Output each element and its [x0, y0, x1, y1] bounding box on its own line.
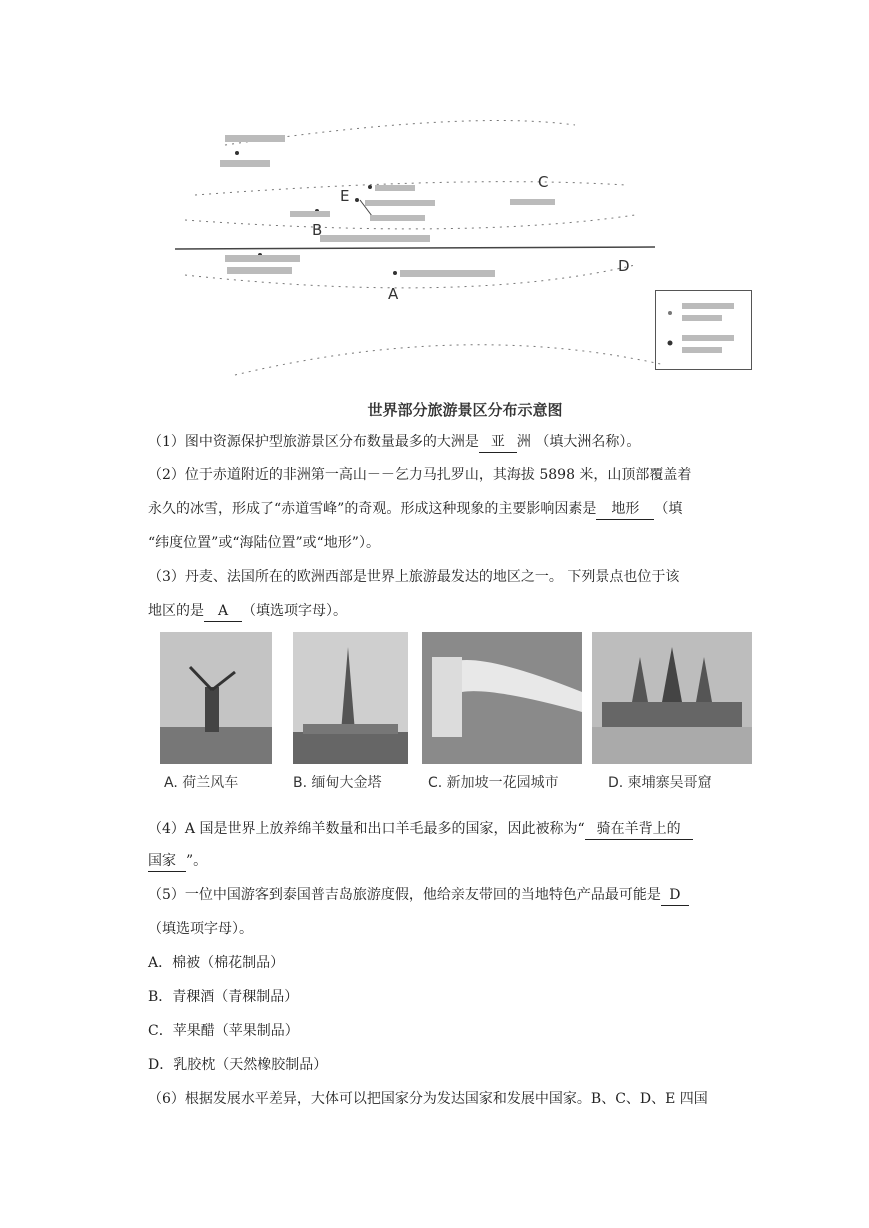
merlion-icon — [422, 632, 582, 764]
q5-option-b: B．青稞酒（青稞制品） — [148, 989, 299, 1005]
map-letter-b: B — [312, 221, 323, 239]
q4-answer-part-2: 国家 — [148, 851, 186, 872]
question-5-line-2: （填选项字母）。 — [148, 921, 253, 937]
photo-caption-d: D. 柬埔寨吴哥窟 — [608, 775, 712, 791]
q1-text-post: 洲 （填大洲名称）。 — [516, 434, 641, 450]
q4-text-pre: （4）A 国是世界上放养绵羊数量和出口羊毛最多的国家，因此被称为“ — [148, 821, 585, 837]
photo-windmill — [160, 632, 272, 764]
q2-text-pre: 永久的冰雪，形成了“赤道雪峰”的奇观。形成这种现象的主要影响因素是 — [148, 501, 597, 517]
question-2-line-3: “纬度位置”或“海陆位置”或“地形”）。 — [148, 535, 380, 551]
map-title: 世界部分旅游景区分布示意图 — [367, 401, 563, 419]
q1-answer: 亚 — [479, 432, 517, 453]
photo-caption-b: B. 缅甸大金塔 — [293, 775, 382, 791]
q3-text-post: （填选项字母）。 — [242, 603, 347, 619]
q5-answer: D — [661, 885, 689, 906]
q3-answer: A — [204, 601, 242, 622]
photo-caption-a: A. 荷兰风车 — [164, 775, 239, 791]
q4-text-post: ”。 — [186, 853, 208, 869]
q5-option-d: D．乳胶枕（天然橡胶制品） — [148, 1057, 328, 1073]
question-5-line-1 — [148, 885, 748, 906]
q2-answer: 地形 — [596, 499, 654, 520]
map-letter-e: E — [340, 187, 350, 205]
q5-option-a: A．棉被（棉花制品） — [148, 955, 285, 971]
angkor-wat-icon — [592, 632, 752, 764]
q3-text-pre: 地区的是 — [148, 603, 204, 619]
q5-text-pre: （5）一位中国游客到泰国普吉岛旅游度假，他给亲友带回的当地特色产品最可能是 — [148, 887, 661, 903]
world-tourism-map — [165, 115, 765, 425]
question-4-line-1 — [148, 819, 748, 840]
map-letter-c: C — [538, 173, 549, 191]
pagoda-icon — [293, 632, 408, 764]
question-3-line-1: （3）丹麦、法国所在的欧洲西部是世界上旅游最发达的地区之一。 下列景点也位于该 — [148, 569, 680, 585]
question-1 — [148, 432, 748, 453]
question-4-line-2 — [148, 851, 748, 872]
photo-angkor-wat — [592, 632, 752, 764]
map-letter-d: D — [618, 257, 630, 275]
map-legend — [655, 290, 752, 370]
question-3-line-2 — [148, 601, 748, 622]
scenic-photos — [160, 632, 755, 802]
photo-caption-c: C. 新加坡一花园城市 — [428, 775, 559, 791]
windmill-icon — [160, 632, 272, 764]
legend-graphic — [656, 291, 751, 369]
photo-merlion — [422, 632, 582, 764]
q1-text-pre: （1）图中资源保护型旅游景区分布数量最多的大洲是 — [148, 434, 479, 450]
question-6-line-1: （6）根据发展水平差异，大体可以把国家分为发达国家和发展中国家。B、C、D、E 四国 — [148, 1091, 708, 1107]
q2-text-post: （填 — [654, 501, 683, 517]
photo-pagoda — [293, 632, 408, 764]
q5-option-c: C．苹果醋（苹果制品） — [148, 1023, 299, 1039]
question-2-line-2 — [148, 499, 748, 520]
map-letter-a: A — [388, 285, 399, 303]
q4-answer-part-1: 骑在羊背上的 — [585, 819, 693, 840]
question-2-line-1: （2）位于赤道附近的非洲第一高山－－乞力马扎罗山，其海拔 5898 米，山顶部覆盖着 — [148, 467, 692, 483]
